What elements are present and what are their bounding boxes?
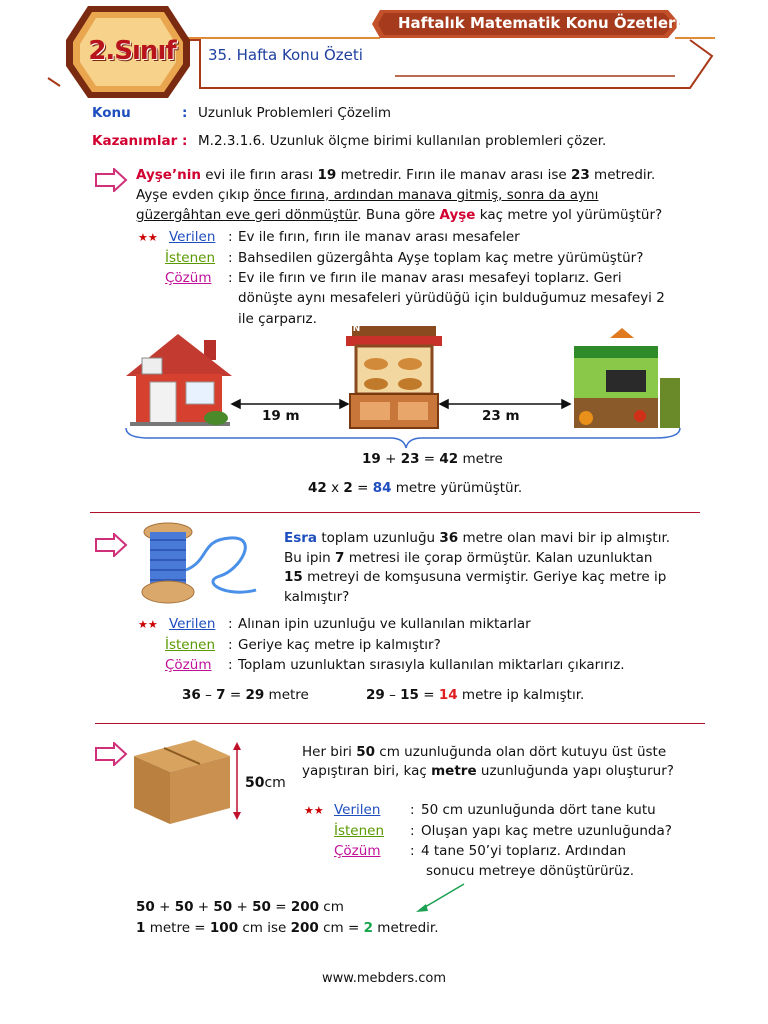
p1-verilen-label: Verilen: [169, 229, 216, 245]
bakery-sign: FIRIN: [333, 324, 361, 334]
p1-cozum-colon: :: [228, 270, 233, 286]
p1-verilen-text: Ev ile fırın, fırın ile manav arası mesafeler: [238, 229, 520, 245]
week-title: 35. Hafta Konu Özeti: [208, 46, 363, 64]
distance-house-bakery: 19 m: [262, 408, 300, 424]
konu-value: Uzunluk Problemleri Çözelim: [198, 105, 392, 121]
p1-equation-1: 19 + 23 = 42 metre: [362, 451, 503, 467]
p3-cozum-label: Çözüm: [334, 843, 381, 859]
p1-cozum-text-3: ile çarparız.: [238, 311, 317, 327]
p3-line1: Her biri 50 cm uzunluğunda olan dört kutuyu üst üste: [302, 744, 667, 760]
arrow-icon: [94, 533, 128, 557]
grade-badge: 2.Sınıf: [88, 36, 176, 66]
arrow-icon: [94, 168, 128, 192]
p2-verilen-text: Alınan ipin uzunluğu ve kullanılan miktarlar: [238, 616, 531, 632]
p2-cozum-text: Toplam uzunluktan sırasıyla kullanılan miktarları çıkarırız.: [238, 657, 625, 673]
kazanim-value: M.2.3.1.6. Uzunluk ölçme birimi kullanılan problemleri çözer.: [198, 133, 607, 149]
p3-verilen-label: Verilen: [334, 802, 381, 818]
p1-line1: Ayşe’nin evi ile fırın arası 19 metredir. Fırın ile manav arası ise 23 metredir.: [136, 167, 656, 183]
p3-equation-1: 50 + 50 + 50 + 50 = 200 cm: [136, 899, 344, 915]
arrow-icon: [94, 742, 128, 766]
p3-istenen-label: İstenen: [334, 823, 385, 839]
p2-equation-1: 36 – 7 = 29 metre: [182, 687, 309, 703]
bakery-icon: [346, 326, 442, 428]
p2-line2: Bu ipin 7 metresi ile çorap örmüştür. Kalan uzunluktan: [284, 550, 653, 566]
p1-istenen-text: Bahsedilen güzergâhta Ayşe toplam kaç metre yürümüştür?: [238, 250, 644, 266]
p3-istenen-colon: :: [410, 823, 415, 839]
route-illustration: [120, 318, 690, 450]
konu-label: Konu: [92, 105, 131, 121]
p1-verilen-colon: :: [228, 229, 233, 245]
divider-2: [95, 723, 705, 724]
divider-1: [90, 512, 700, 513]
p2-verilen-colon: :: [228, 616, 233, 632]
kazanim-colon: :: [182, 133, 188, 149]
footer-url[interactable]: www.mebders.com: [321, 971, 446, 986]
p1-istenen-colon: :: [228, 250, 233, 266]
p3-line2: yapıştıran biri, kaç metre uzunluğunda yapı oluşturur?: [302, 763, 674, 779]
p1-line3: güzergâhtan eve geri dönmüştür. Buna göre Ayşe kaç metre yol yürümüştür?: [136, 207, 663, 223]
p3-verilen-text: 50 cm uzunluğunda dört tane kutu: [421, 802, 656, 818]
star-icon: ★★: [138, 618, 158, 631]
p2-cozum-label: Çözüm: [165, 657, 212, 673]
p2-istenen-colon: :: [228, 637, 233, 653]
distance-bakery-grocery: 23 m: [482, 408, 520, 424]
p1-cozum-label: Çözüm: [165, 270, 212, 286]
grocery-icon: [574, 328, 680, 428]
box-height-label: 50cm: [245, 775, 286, 791]
p2-istenen-label: İstenen: [165, 637, 216, 653]
p3-cozum-text-1: 4 tane 50’yi toplarız. Ardından: [421, 843, 627, 859]
thread-spool-icon: [130, 520, 270, 608]
star-icon: ★★: [138, 231, 158, 244]
p2-istenen-text: Geriye kaç metre ip kalmıştır?: [238, 637, 441, 653]
p2-cozum-colon: :: [228, 657, 233, 673]
p3-verilen-colon: :: [410, 802, 415, 818]
p3-equation-2: 1 metre = 100 cm ise 200 cm = 2 metredir.: [136, 920, 439, 936]
p1-istenen-label: İstenen: [165, 250, 216, 266]
header-banner-title: Haftalık Matematik Konu Özetleri: [398, 14, 681, 32]
p3-istenen-text: Oluşan yapı kaç metre uzunluğunda?: [421, 823, 672, 839]
green-arrow-icon: [410, 880, 470, 916]
p2-line1: Esra toplam uzunluğu 36 metre olan mavi bir ip almıştır.: [284, 530, 671, 546]
p2-equation-2: 29 – 15 = 14 metre ip kalmıştır.: [366, 687, 585, 703]
p1-equation-2: 42 x 2 = 84 metre yürümüştür.: [308, 480, 523, 496]
star-icon: ★★: [304, 804, 324, 817]
p3-cozum-colon: :: [410, 843, 415, 859]
p2-line4: kalmıştır?: [284, 589, 350, 605]
p2-line3: 15 metreyi de komşusuna vermiştir. Geriye kaç metre ip: [284, 569, 667, 585]
kazanim-label: Kazanımlar: [92, 133, 178, 149]
house-icon: [126, 334, 232, 426]
p2-verilen-label: Verilen: [169, 616, 216, 632]
konu-colon: :: [182, 105, 188, 121]
cardboard-box-icon: [126, 736, 246, 832]
p3-cozum-text-2: sonucu metreye dönüştürürüz.: [426, 863, 634, 879]
p1-cozum-text-2: dönüşte aynı mesafeleri yürüdüğü için bulduğumuz mesafeyi 2: [238, 290, 665, 306]
p1-line2: Ayşe evden çıkıp önce fırına, ardından manava gitmiş, sonra da aynı: [136, 187, 599, 203]
p1-cozum-text-1: Ev ile fırın ve fırın ile manav arası mesafeyi toplarız. Geri: [238, 270, 622, 286]
